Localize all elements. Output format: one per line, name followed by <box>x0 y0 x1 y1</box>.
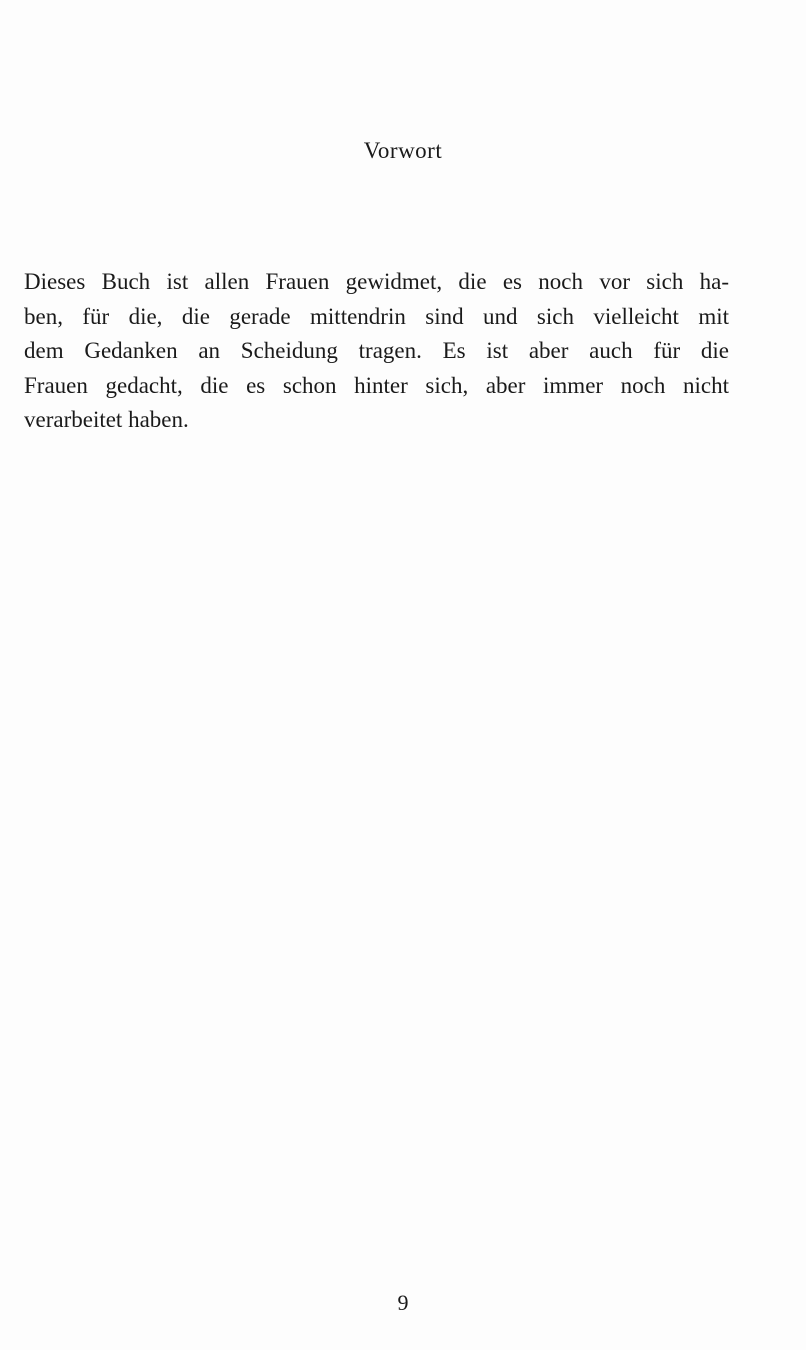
preface-paragraph <box>24 265 729 438</box>
paragraph-line: dem Gedanken an Scheidung tragen. Es ist aber auch für die <box>24 338 729 363</box>
paragraph-line: verarbeitet haben. <box>24 407 189 432</box>
chapter-title: Vorwort <box>363 138 443 163</box>
paragraph-line: Frauen gedacht, die es schon hinter sich, aber immer noch nicht <box>24 372 729 398</box>
paragraph-line: ben, für die, die gerade mittendrin sind und sich vielleicht mit <box>24 303 729 329</box>
page-number: 9 <box>397 1290 409 1315</box>
paragraph-line: Dieses Buch ist allen Frauen gewidmet, die es noch vor sich ha- <box>24 269 729 294</box>
